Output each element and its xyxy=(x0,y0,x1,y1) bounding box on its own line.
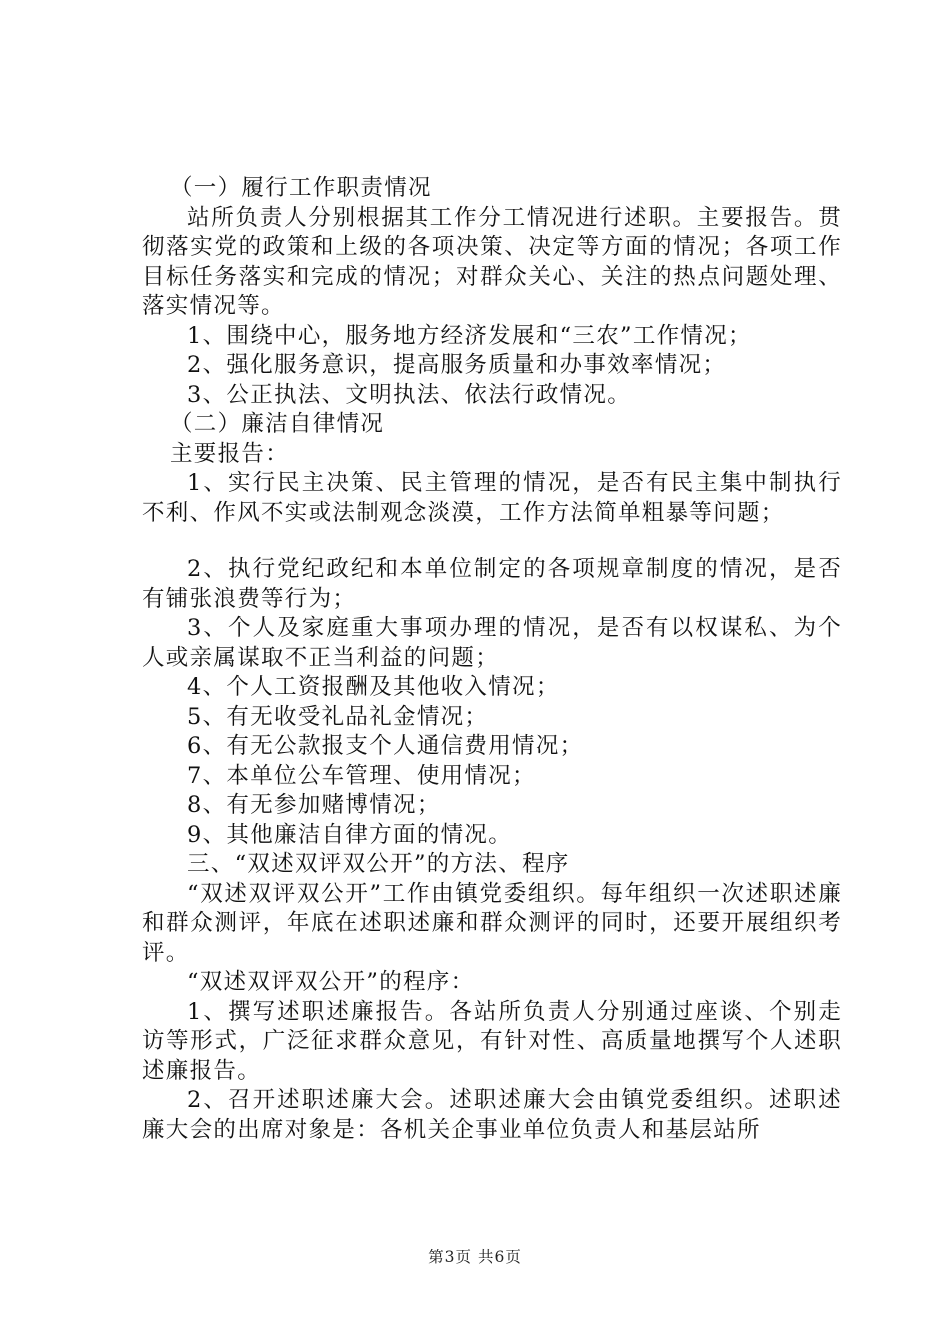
list-item-procedure-2: 2、召开述职述廉大会。述职述廉大会由镇党委组织。述职述廉大会的出席对象是：各机关企事业单位负责人和基层站所 xyxy=(142,1087,842,1143)
list-item-integrity-8: 8、有无参加赌博情况； xyxy=(187,792,441,818)
section-heading-integrity: （二）廉洁自律情况 xyxy=(170,411,385,437)
paragraph-main-report: 主要报告： xyxy=(170,440,290,467)
page-footer xyxy=(0,1245,950,1267)
document-body xyxy=(142,174,842,1145)
page-number-indicator: 第3页 共6页 xyxy=(428,1248,522,1266)
list-item-integrity-6: 6、有无公款报支个人通信费用情况； xyxy=(187,733,584,759)
list-item-procedure-1: 1、撰写述职述廉报告。各站所负责人分别通过座谈、个别走访等形式，广泛征求群众意见，有针对性、高质量地撰写个人述职述廉报告。 xyxy=(142,998,842,1084)
list-item-duty-1: 1、围绕中心，服务地方经济发展和“三农”工作情况； xyxy=(187,322,752,349)
list-item-integrity-2: 2、执行党纪政纪和本单位制定的各项规章制度的情况，是否有铺张浪费等行为； xyxy=(142,556,842,612)
list-item-integrity-7: 7、本单位公车管理、使用情况； xyxy=(187,762,536,789)
paragraph-procedure-label: “双述双评双公开”的程序： xyxy=(187,969,475,995)
section-heading-method: 三、“双述双评双公开”的方法、程序 xyxy=(187,851,570,877)
paragraph-method-intro: “双述双评双公开”工作由镇党委组织。每年组织一次述职述廉和群众测评，年底在述职述廉和群众测评的同时，还要开展组织考评。 xyxy=(142,880,842,966)
paragraph-duties-intro: 站所负责人分别根据其工作分工情况进行述职。主要报告。贯彻落实党的政策和上级的各项决策、决定等方面的情况；各项工作目标任务落实和完成的情况；对群众关心、关注的热点问题处理、落实情况等。 xyxy=(142,204,842,319)
list-item-duty-2: 2、强化服务意识，提高服务质量和办事效率情况； xyxy=(187,352,727,378)
list-item-integrity-9: 9、其他廉洁自律方面的情况。 xyxy=(187,821,513,848)
list-item-integrity-4: 4、个人工资报酬及其他收入情况； xyxy=(187,674,560,700)
list-item-duty-3: 3、公正执法、文明执法、依法行政情况。 xyxy=(187,381,632,408)
list-item-integrity-1: 1、实行民主决策、民主管理的情况，是否有民主集中制执行不利、作风不实或法制观念淡漠，工作方法简单粗暴等问题； xyxy=(142,470,842,526)
section-heading-duties: （一）履行工作职责情况 xyxy=(170,175,432,201)
list-item-integrity-5: 5、有无收受礼品礼金情况； xyxy=(187,703,489,730)
list-item-integrity-3: 3、个人及家庭重大事项办理的情况，是否有以权谋私、为个人或亲属谋取不正当利益的问题； xyxy=(142,615,842,671)
